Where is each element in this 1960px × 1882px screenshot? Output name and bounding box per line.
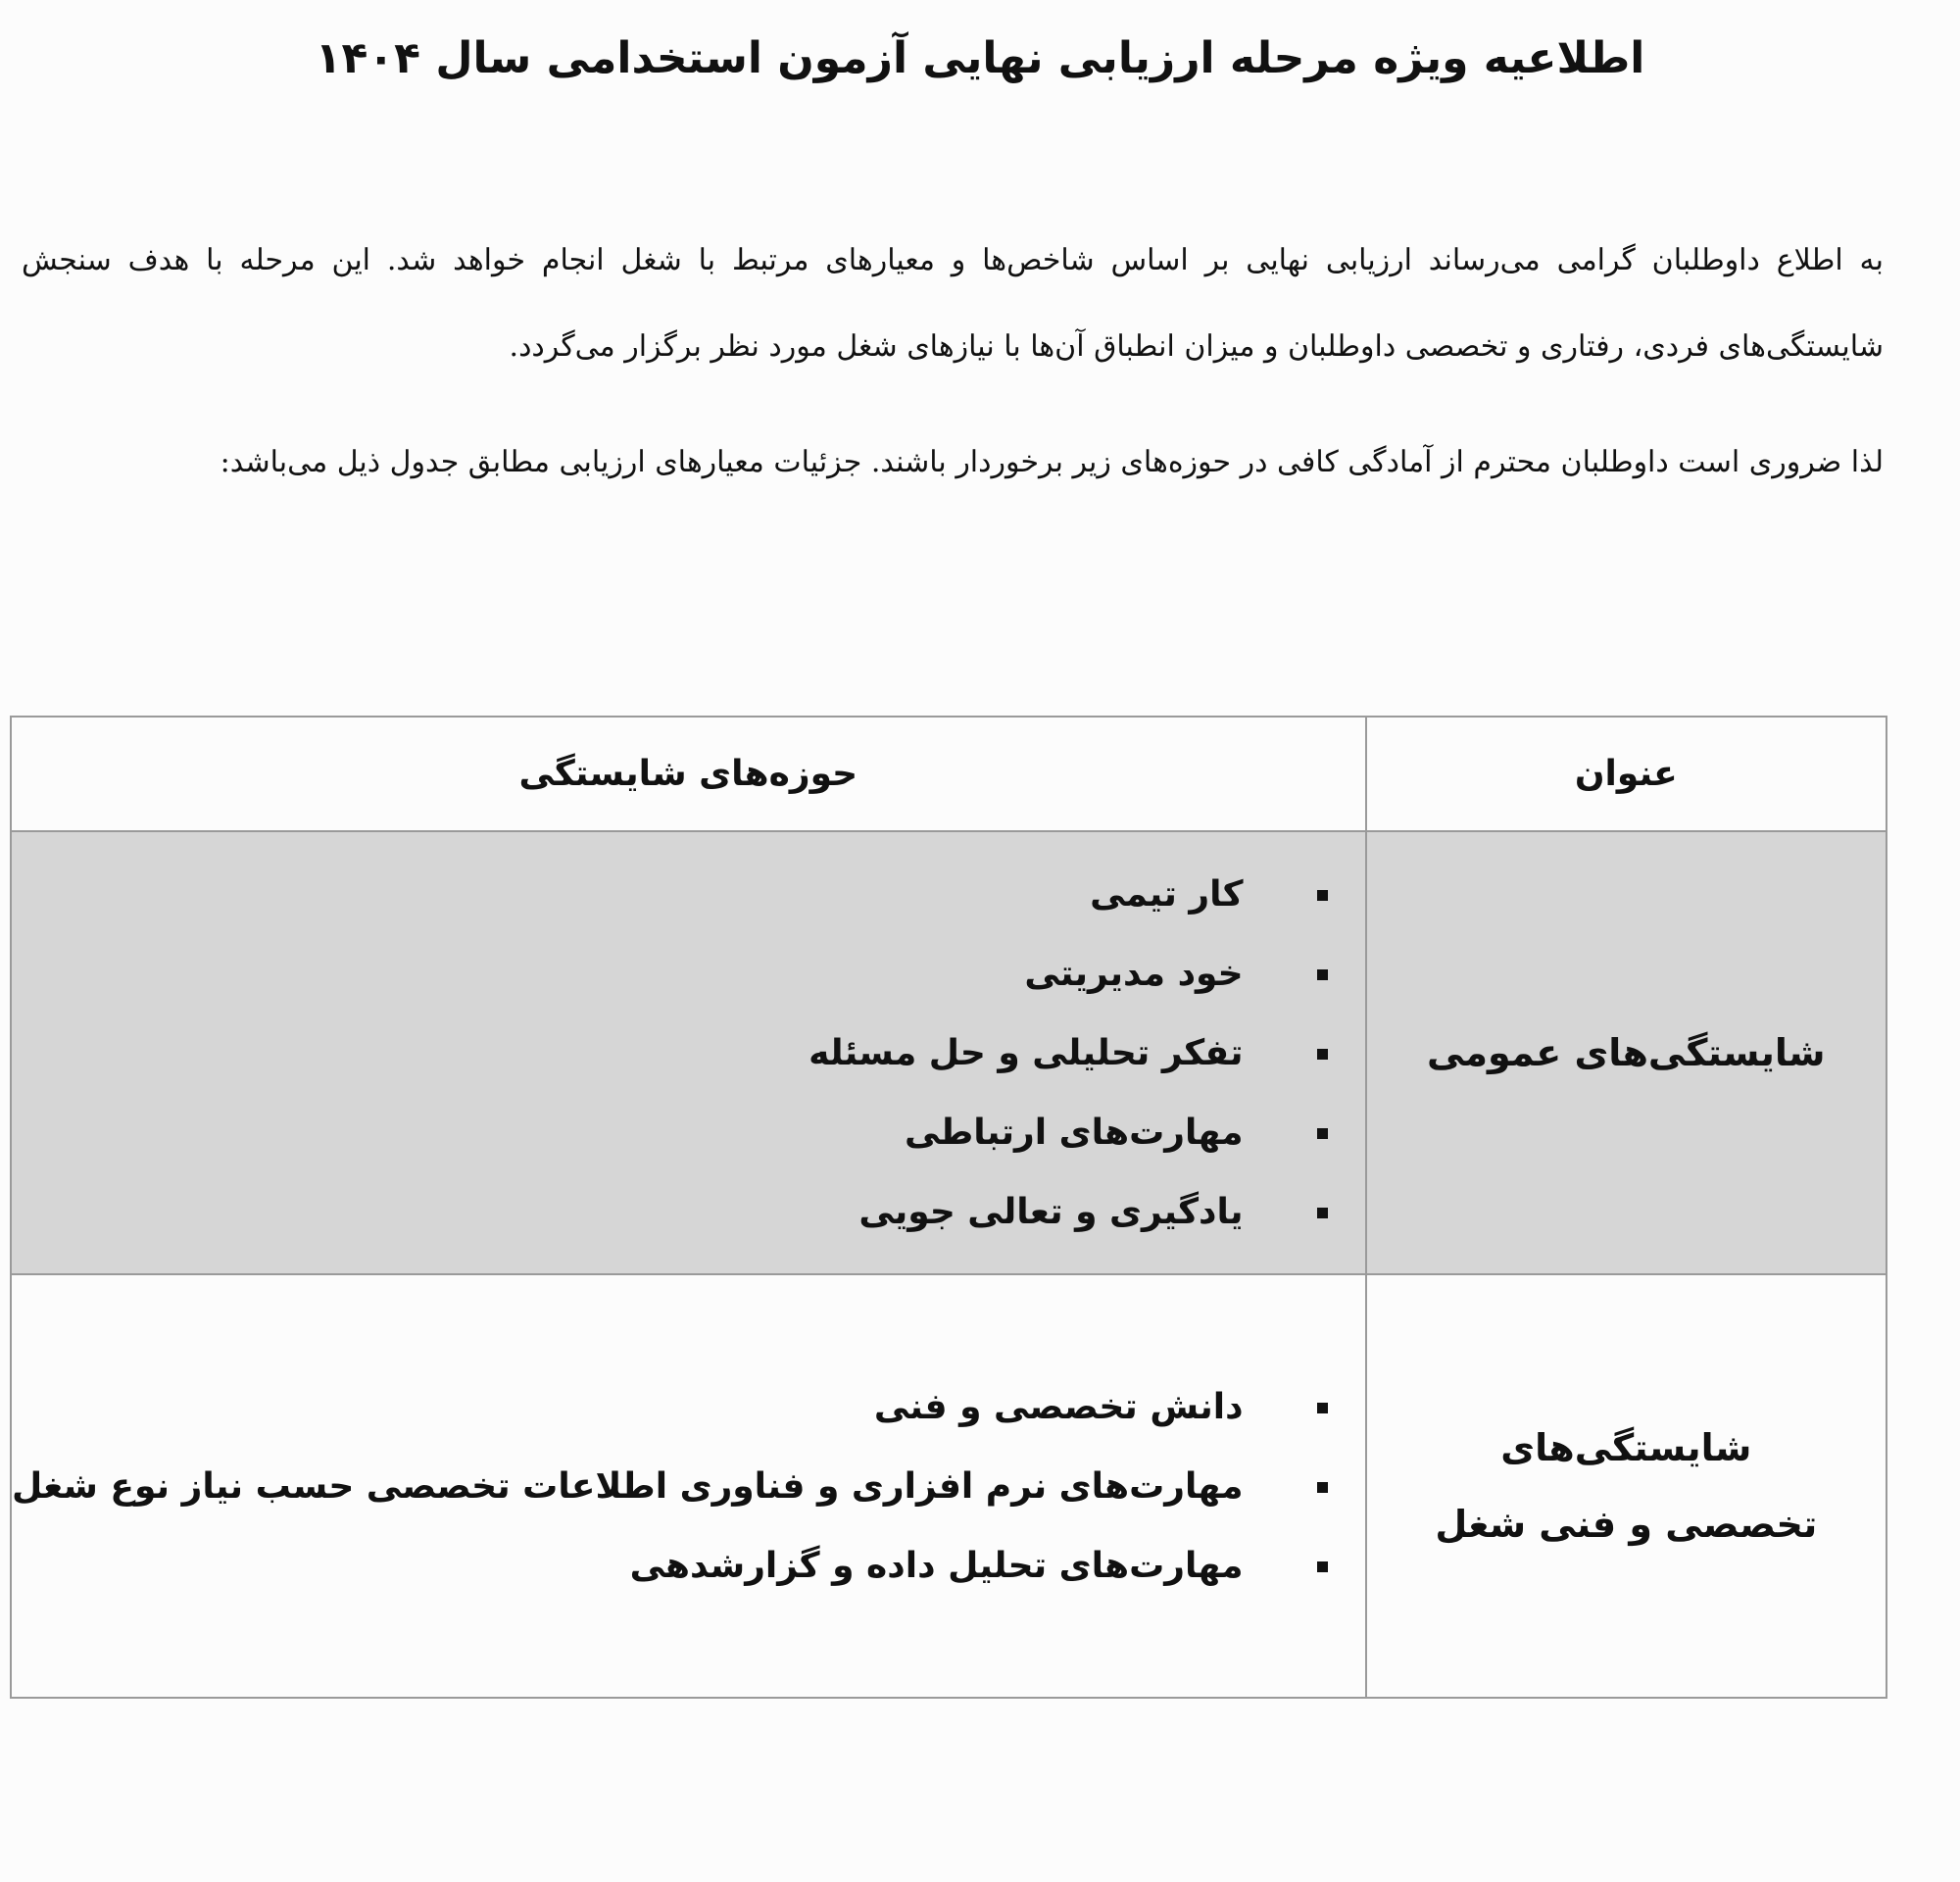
table-row: [11, 1274, 1886, 1698]
list-item: [12, 1447, 1328, 1526]
list-item-text: کار تیمی: [1090, 873, 1244, 915]
list-item: [12, 1526, 1328, 1606]
square-bullet-icon: [1317, 969, 1328, 980]
general-competencies-title: [1366, 831, 1886, 1274]
square-bullet-icon: [1317, 1561, 1328, 1572]
list-item: [12, 1093, 1328, 1172]
row-title-line: شایستگی‌های: [1500, 1426, 1752, 1469]
header-domains: حوزه‌های شایستگی: [11, 717, 1366, 831]
technical-competencies-cell: [11, 1274, 1366, 1698]
criteria-table: [10, 716, 1887, 1699]
list-item: [12, 855, 1328, 934]
list-item-text: مهارت‌های تحلیل داده و گزارشدهی: [629, 1545, 1244, 1586]
technical-competencies-title: [1366, 1274, 1886, 1698]
list-item: [12, 1172, 1328, 1252]
row-title-line: شایستگی‌های عمومی: [1427, 1031, 1826, 1074]
intro-paragraph: به اطلاع داوطلبان گرامی می‌رساند ارزیابی نهایی بر اساس شاخص‌ها و معیارهای مرتبط با شغل انجام خواهد شد. این مرحله با هدف سنجش شایستگی‌های فردی، رفتاری و تخصصی داوطلبان و میزان انطباق آن‌ها با نیازهای شغل مورد نظر برگزار می‌گردد.: [22, 243, 1884, 364]
square-bullet-icon: [1317, 1128, 1328, 1139]
list-item-text: مهارت‌های ارتباطی: [904, 1112, 1244, 1153]
table-row: [11, 831, 1886, 1274]
header-title: عنوان: [1366, 717, 1886, 831]
list-item-text: تفکر تحلیلی و حل مسئله: [808, 1032, 1244, 1073]
square-bullet-icon: [1317, 1049, 1328, 1060]
general-competencies-cell: [11, 831, 1366, 1274]
row-title-line: تخصصی و فنی شغل: [1435, 1503, 1818, 1546]
square-bullet-icon: [1317, 1403, 1328, 1413]
list-item-text: مهارت‌های نرم افزاری و فناوری اطلاعات تخصصی حسب نیاز نوع شغل: [12, 1465, 1244, 1507]
square-bullet-icon: [1317, 1482, 1328, 1493]
general-competencies-list: [12, 855, 1365, 1252]
requirements-paragraph: لذا ضروری است داوطلبان محترم از آمادگی کافی در حوزه‌های زیر برخوردار باشند. جزئیات معیارهای ارزیابی مطابق جدول ذیل می‌باشد:: [220, 445, 1884, 479]
square-bullet-icon: [1317, 890, 1328, 901]
list-item-text: دانش تخصصی و فنی: [873, 1386, 1244, 1427]
square-bullet-icon: [1317, 1208, 1328, 1218]
list-item: [12, 1367, 1328, 1447]
technical-competencies-list: [12, 1367, 1365, 1606]
table-header-row: [11, 717, 1886, 831]
list-item: [12, 1014, 1328, 1093]
notice-title: اطلاعیه ویژه مرحله ارزیابی نهایی آزمون استخدامی سال ۱۴۰۴: [315, 33, 1645, 83]
list-item: [12, 934, 1328, 1014]
list-item-text: خود مدیریتی: [1024, 953, 1244, 994]
list-item-text: یادگیری و تعالی جویی: [858, 1191, 1244, 1232]
